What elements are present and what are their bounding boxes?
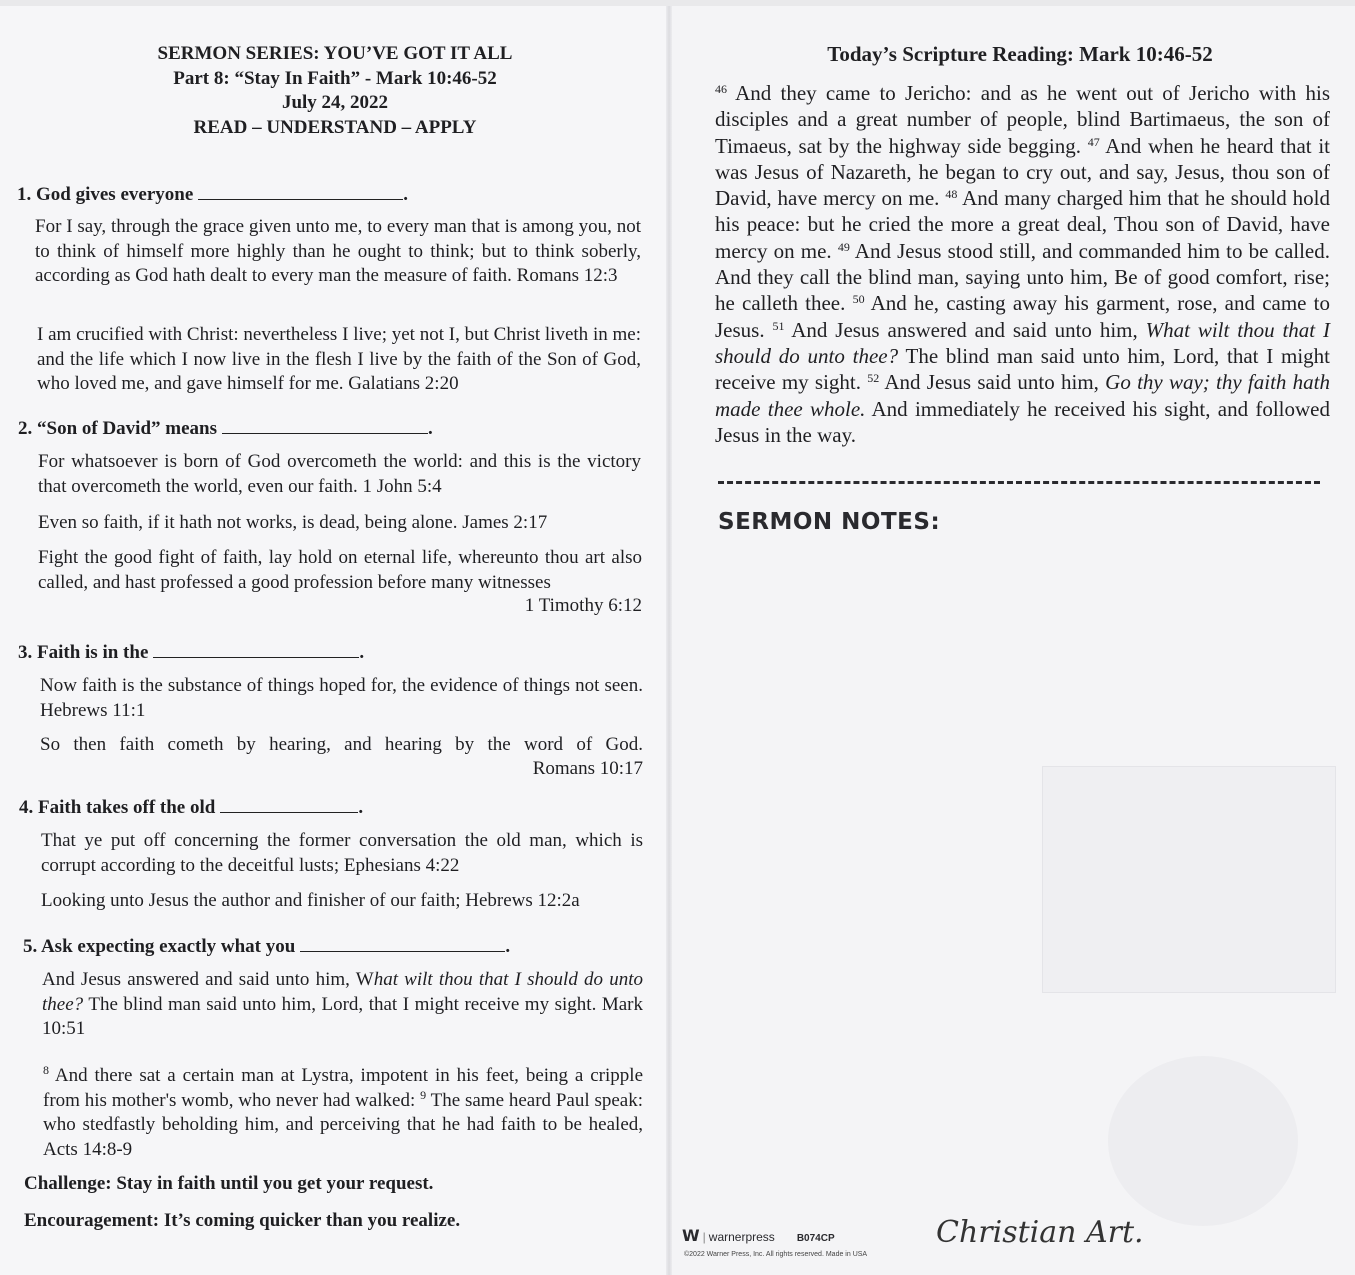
fill-in-blank[interactable] [300,935,505,952]
point-1-title: 1. God gives everyone [17,184,194,205]
point-2-heading: 2. “Son of David” means . [18,418,433,439]
point-5-heading: 5. Ask expecting exactly what you . [23,936,511,957]
verse-text: The same heard Paul speak: who stedfastly beholding him, and perceiving that he had faith to be healed, Acts 14:8-9 [43,1089,643,1160]
verse-number: 49 [837,239,850,254]
challenge-line: Challenge: Stay in faith until you get your request. [24,1173,434,1194]
scripture-reading-title: Today’s Scripture Reading: Mark 10:46-52 [827,42,1213,66]
sermon-notes-heading: SERMON NOTES: [718,509,941,535]
scripture-passage [715,80,1330,448]
series-title: SERMON SERIES: YOU’VE GOT IT ALL [157,43,513,64]
bleed-through-photo [1042,766,1336,993]
point-4-heading: 4. Faith takes off the old . [19,797,364,818]
verse-text: And Jesus said unto him, [884,370,1106,395]
verse-number: 9 [420,1087,427,1102]
verse-italic-text: hat wilt thou that I should do unto thee? [42,969,644,1015]
point-5-verse [42,968,643,1042]
point-3-verse-2: So then faith cometh by hearing, and hearing by the word of God. [40,734,643,755]
verse-text: And immediately he received his sight, and followed Jesus in the way. [715,396,1330,447]
dashed-divider [718,481,1320,484]
encouragement-line: Encouragement: It’s coming quicker than you realize. [24,1210,461,1231]
point-2-verse-2: Even so faith, if it hath not works, is dead, being alone. James 2:17 [38,512,548,533]
verse-italic-text: Go thy way; thy faith hath made thee whole. [715,370,1330,421]
point-2-verse-3: Fight the good fight of faith, lay hold on eternal life, whereunto thou art also called, and hast professed a good profession before many witnesses [38,547,642,593]
fill-in-blank[interactable] [198,183,403,200]
christian-art-logo: Christian Art. [936,1215,1144,1250]
warner-press-logo-icon: W [682,1226,700,1245]
verse-text: And Jesus answered and said unto him, [791,317,1146,342]
point-1-verse-1: For I say, through the grace given unto me, to every man that is among you, not to think of himself more highly than he ought to think; but to think soberly, according as God hath dealt to every man the measure of faith. Romans 12:3 [35,216,641,286]
publisher-line: W | warnerpress B074CP [682,1226,835,1245]
point-3-verse-2-ref: Romans 10:17 [532,758,643,779]
verse-text: The blind man said unto him, Lord, that I might receive my sight. Mark 10:51 [42,993,643,1039]
point-1-verse-2: I am crucified with Christ: nevertheless I live; yet not I, but Christ liveth in me: and the life which I now live in the flesh I live by the faith of the Son of God, who loved me, and gave himself for me. Galatians 2:20 [37,324,641,394]
point-2-title: 2. “Son of David” means [18,418,217,439]
verse-text: And he, casting away his garment, rose, and came to Jesus. [715,291,1331,342]
page-fold [666,6,672,1275]
verse-number: 50 [852,292,865,307]
point-3-heading: 3. Faith is in the . [18,642,365,663]
bleed-through-seal [1108,1056,1298,1226]
verse-text: And they came to Jericho: and as he went out of Jericho with his disciples and a great number of people, blind Bartimaeus, the son of Timaeus, sat by the highway side begging. [715,81,1330,158]
fill-in-blank[interactable] [153,641,359,658]
verse-number: 52 [867,371,880,386]
verse-text: And Jesus stood still, and commanded him to be called. And they call the blind man, saying unto him, Be of good comfort, rise; he calleth thee. [715,238,1331,316]
verse-number: 47 [1087,134,1100,149]
sermon-date: July 24, 2022 [281,92,389,113]
point-3-verse-1: Now faith is the substance of things hoped for, the evidence of things not seen. Hebrews 11:1 [40,675,643,721]
point-5-title: 5. Ask expecting exactly what you [23,936,296,957]
verse-text: And when he heard that it was Jesus of Nazareth, he began to cry out, and say, Jesus, thou son of David, have mercy on me. [715,133,1330,211]
fill-in-blank[interactable] [222,417,428,434]
point-2-verse-1: For whatsoever is born of God overcometh the world: and this is the victory that overcometh the world, even our faith. 1 John 5:4 [38,451,641,497]
point-1-heading: 1. God gives everyone . [17,184,409,205]
verse-number: 8 [43,1063,49,1077]
verse-number: 48 [945,187,958,202]
verse-italic-text: What wilt thou that I should do unto thee? [715,317,1331,368]
point-3-title: 3. Faith is in the [18,642,149,663]
point-4-verse-2: Looking unto Jesus the author and finisher of our faith; Hebrews 12:2a [41,890,580,911]
part-title: Part 8: “Stay In Faith” - Mark 10:46-52 [173,67,497,89]
verse-text: And there sat a certain man at Lystra, impotent in his feet, being a cripple from his mother's womb, who never had walked: [43,1065,643,1111]
fill-in-blank[interactable] [220,796,358,813]
product-code: B074CP [796,1233,835,1244]
verse-number: 51 [772,318,785,333]
point-2-verse-3-ref: 1 Timothy 6:12 [524,595,642,616]
verse-text: And many charged him that he should hold his peace: but he cried the more a great deal, Thou son of David, have mercy on me. [715,186,1331,263]
verse-number: 46 [715,82,727,96]
point-4-title: 4. Faith takes off the old [19,797,216,818]
publisher-name: warnerpress [708,1230,775,1244]
sermon-header [130,42,540,140]
verse-text: The blind man said unto him, Lord, that I might receive my sight. [715,343,1331,395]
read-understand-apply: READ – UNDERSTAND – APPLY [193,116,477,138]
acts-passage [43,1064,643,1162]
point-4-verse-1: That ye put off concerning the former conversation the old man, which is corrupt according to the deceitful lusts; Ephesians 4:22 [41,830,643,876]
verse-text: And Jesus answered and said unto him, W [42,969,374,990]
copyright-notice: ©2022 Warner Press, Inc. All rights reserved. Made in USA [684,1251,868,1258]
